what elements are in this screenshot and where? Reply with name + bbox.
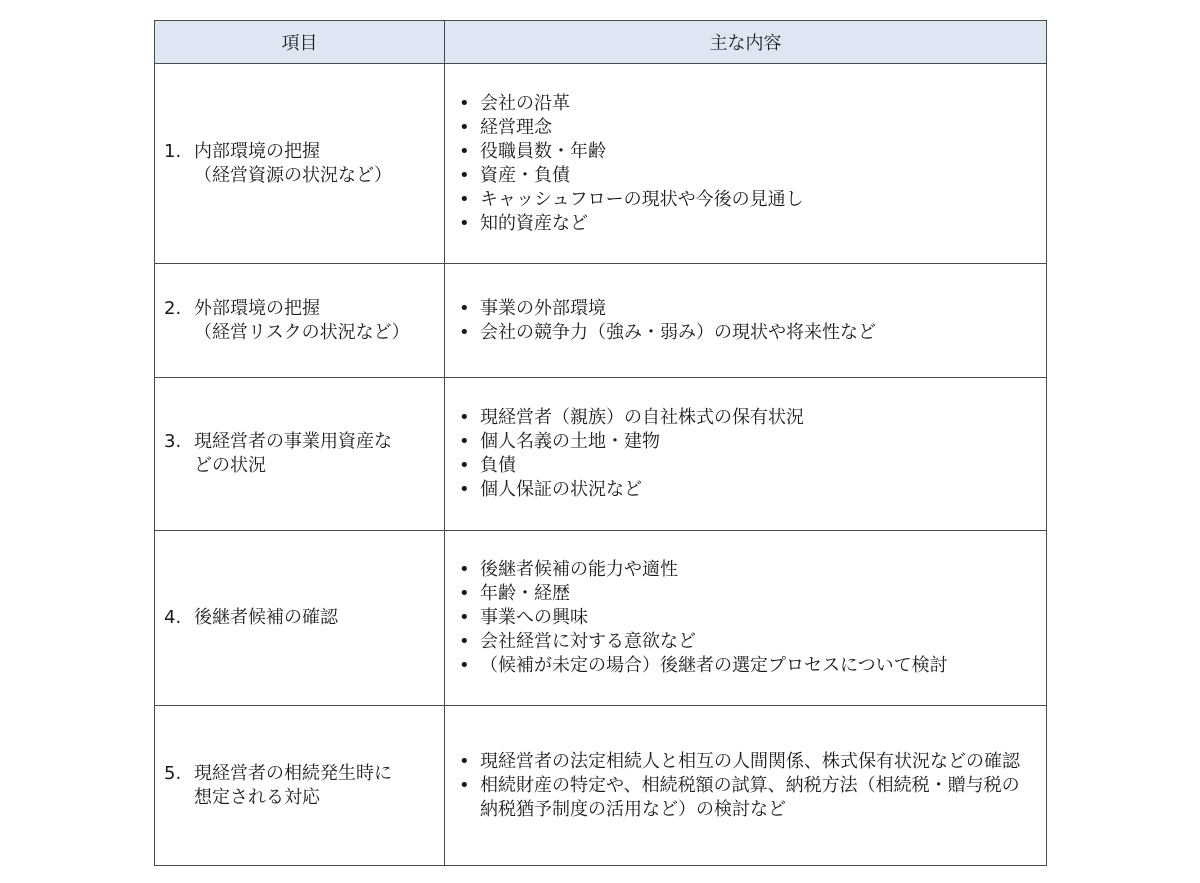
bullet: • xyxy=(459,297,470,319)
table-row xyxy=(155,706,1047,866)
list-item-text: キャッシュフローの現状や今後の見通し xyxy=(480,188,804,210)
list-item xyxy=(455,406,1028,430)
list-item-text: 現経営者（親族）の自社株式の保有状況 xyxy=(480,407,804,428)
item-number: 5. xyxy=(164,762,182,784)
succession-plan-table xyxy=(154,20,1047,866)
list-item xyxy=(455,116,1028,140)
list-item xyxy=(455,478,1028,502)
list-item-text: 後継者候補の能力や適性 xyxy=(480,559,678,580)
header-item: 項目 xyxy=(155,21,445,64)
bullet: • xyxy=(459,116,470,138)
list-item-text: 年齢・経歴 xyxy=(480,583,570,604)
list-item xyxy=(455,430,1028,454)
content-cell xyxy=(445,531,1047,706)
bullet: • xyxy=(459,188,470,210)
item-title xyxy=(194,606,438,630)
item-title xyxy=(194,297,438,345)
header-content: 主な内容 xyxy=(445,21,1047,64)
bullet: • xyxy=(459,479,470,500)
list-item-text: 役職員数・年齢 xyxy=(480,140,606,162)
item-title-line: 現経営者の事業用資産な xyxy=(194,431,392,452)
content-list xyxy=(445,406,1046,502)
list-item xyxy=(455,582,1028,606)
item-cell xyxy=(155,378,445,531)
item-title xyxy=(194,430,438,478)
content-cell xyxy=(445,264,1047,378)
item-title-line: 後継者候補の確認 xyxy=(194,607,338,628)
item-cell xyxy=(155,706,445,866)
item-title xyxy=(194,140,438,188)
list-item xyxy=(455,140,1028,164)
list-item xyxy=(455,212,1028,236)
bullet: • xyxy=(459,164,470,186)
list-item-text: 相続財産の特定や、相続税額の試算、納税方法（相続税・贈与税の納税猶予制度の活用など）の検討など xyxy=(480,774,1020,820)
table-row xyxy=(155,264,1047,378)
list-item xyxy=(455,750,1028,774)
list-item xyxy=(455,321,1028,345)
list-item-text: 現経営者の法定相続人と相互の人間関係、株式保有状況などの確認 xyxy=(480,750,1020,772)
item-number: 2. xyxy=(164,297,182,319)
list-item-text: 個人名義の土地・建物 xyxy=(480,431,660,452)
list-item-text: 会社の沿革 xyxy=(480,92,570,114)
item-cell xyxy=(155,64,445,264)
bullet: • xyxy=(459,407,470,428)
item-title-line: どの状況 xyxy=(194,455,266,476)
list-item-text: 会社経営に対する意欲など xyxy=(480,631,696,652)
bullet: • xyxy=(459,321,470,343)
bullet: • xyxy=(459,92,470,114)
item-title-line: （経営リスクの状況など） xyxy=(194,321,410,343)
table-row xyxy=(155,378,1047,531)
bullet: • xyxy=(459,431,470,452)
list-item-text: 知的資産など xyxy=(480,212,588,234)
list-item-text: （候補が未定の場合）後継者の選定プロセスについて検討 xyxy=(480,655,948,676)
bullet: • xyxy=(459,631,470,652)
list-item xyxy=(455,92,1028,116)
content-list xyxy=(445,297,1046,345)
content-cell xyxy=(445,64,1047,264)
list-item-text: 事業の外部環境 xyxy=(480,297,606,319)
item-title-line: 外部環境の把握 xyxy=(194,297,320,319)
item-title-line: 現経営者の相続発生時に xyxy=(194,762,392,784)
list-item xyxy=(455,774,1028,822)
list-item-text: 会社の競争力（強み・弱み）の現状や将来性など xyxy=(480,321,876,343)
content-list xyxy=(445,92,1046,236)
list-item-text: 経営理念 xyxy=(480,116,552,138)
content-list xyxy=(445,558,1046,678)
list-item-text: 事業への興味 xyxy=(480,607,588,628)
bullet: • xyxy=(459,774,470,796)
list-item xyxy=(455,188,1028,212)
item-number: 1. xyxy=(164,140,182,162)
bullet: • xyxy=(459,140,470,162)
table-row xyxy=(155,64,1047,264)
list-item xyxy=(455,654,1028,678)
list-item xyxy=(455,558,1028,582)
list-item xyxy=(455,297,1028,321)
item-cell xyxy=(155,264,445,378)
bullet: • xyxy=(459,655,470,676)
list-item-text: 資産・負債 xyxy=(480,164,570,186)
bullet: • xyxy=(459,750,470,772)
list-item xyxy=(455,606,1028,630)
list-item-text: 個人保証の状況など xyxy=(480,479,642,500)
list-item xyxy=(455,164,1028,188)
bullet: • xyxy=(459,583,470,604)
content-cell xyxy=(445,706,1047,866)
bullet: • xyxy=(459,455,470,476)
content-cell xyxy=(445,378,1047,531)
bullet: • xyxy=(459,212,470,234)
item-title-line: （経営資源の状況など） xyxy=(194,164,392,186)
item-title xyxy=(194,762,438,810)
item-cell xyxy=(155,531,445,706)
table-row xyxy=(155,531,1047,706)
list-item xyxy=(455,630,1028,654)
table-header-row xyxy=(155,21,1047,64)
content-list xyxy=(445,750,1046,822)
item-title-line: 想定される対応 xyxy=(194,786,320,808)
item-number: 4. xyxy=(164,607,182,628)
list-item xyxy=(455,454,1028,478)
bullet: • xyxy=(459,607,470,628)
item-number: 3. xyxy=(164,431,182,452)
bullet: • xyxy=(459,559,470,580)
item-title-line: 内部環境の把握 xyxy=(194,140,320,162)
list-item-text: 負債 xyxy=(480,455,516,476)
